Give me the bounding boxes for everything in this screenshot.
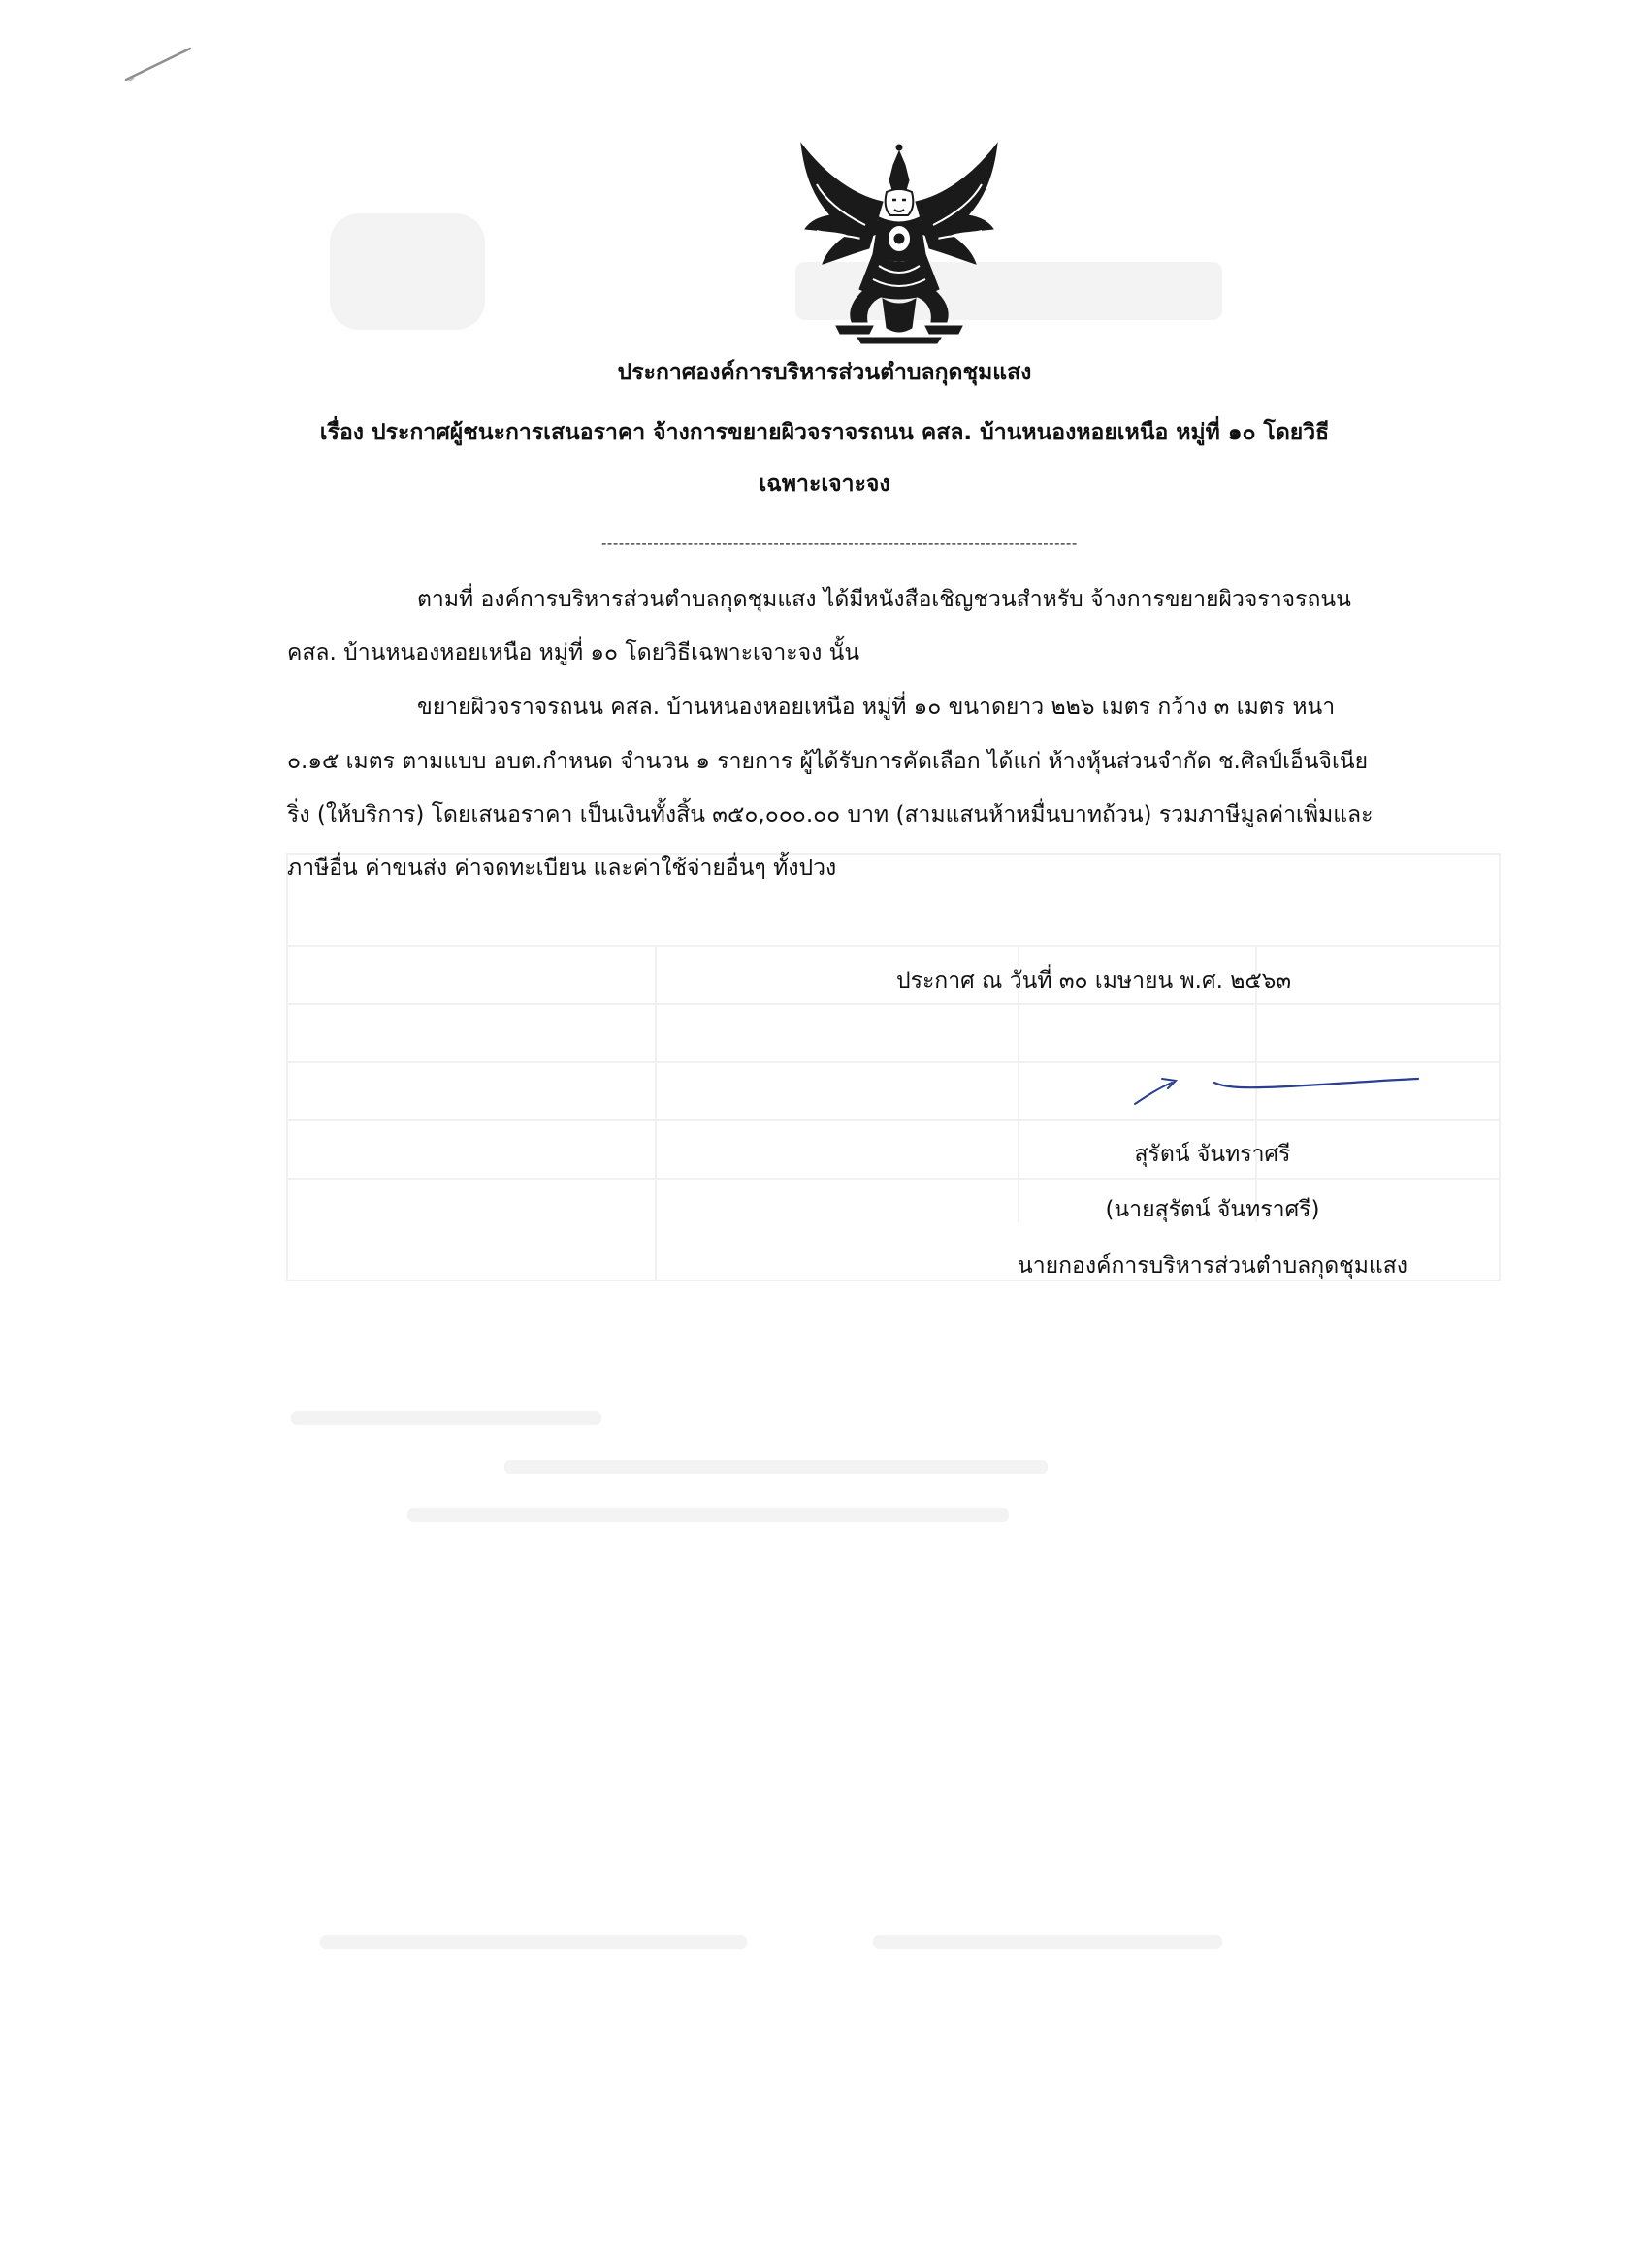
document-title: ประกาศองค์การบริหารส่วนตำบลกุดชุมแสง (617, 360, 1032, 385)
paragraph-line: คสล. บ้านหนองหอยเหนือ หมู่ที่ ๑๐ โดยวิธีเฉพาะเจาะจง นั้น (287, 640, 860, 665)
paragraph-line: ตามที่ องค์การบริหารส่วนตำบลกุดชุมแสง ได้มีหนังสือเชิญชวนสำหรับ จ้างการขยายผิวจราจรถนน (417, 587, 1351, 612)
signer-position: นายกองค์การบริหารส่วนตำบลกุดชุมแสง (1018, 1253, 1407, 1279)
paragraph-line: ขยายผิวจราจรถนน คสล. บ้านหนองหอยเหนือ หมู่ที่ ๑๐ ขนาดยาว ๒๒๖ เมตร กว้าง ๓ เมตร หนา (417, 695, 1336, 720)
dashed-separator: ----------------------------------------------------------------------------------- (601, 535, 1078, 552)
signer-full-name: (นายสุรัตน์ จันทราศรี) (1105, 1197, 1320, 1222)
announcement-date: ประกาศ ณ วันที่ ๓๐ เมษายน พ.ศ. ๒๕๖๓ (896, 968, 1292, 993)
garuda-emblem-icon (797, 138, 1001, 347)
pen-stroke-mark (122, 43, 196, 91)
paragraph-line: ริ่ง (ให้บริการ) โดยเสนอราคา เป็นเงินทั้งสิ้น ๓๕๐,๐๐๐.๐๐ บาท (สามแสนห้าหมื่นบาทถ้วน) รวมภาษีมูลค่าเพิ่มและ (287, 802, 1374, 827)
document-subject-line: เฉพาะเจาะจง (759, 471, 890, 497)
document-subject-line: เรื่อง ประกาศผู้ชนะการเสนอราคา จ้างการขยายผิวจราจรถนน คสล. บ้านหนองหอยเหนือ หมู่ที่ ๑๐ โดยวิธี (319, 420, 1330, 445)
handwritten-signature (1133, 1067, 1420, 1116)
signer-name: สุรัตน์ จันทราศรี (1134, 1142, 1291, 1167)
paragraph-line: ๐.๑๕ เมตร ตามแบบ อบต.กำหนด จำนวน ๑ รายการ ผู้ได้รับการคัดเลือก ได้แก่ ห้างหุ้นส่วนจำกัด ช.ศิลป์เอ็นจิเนีย (287, 749, 1369, 774)
paragraph-line: ภาษีอื่น ค่าขนส่ง ค่าจดทะเบียน และค่าใช้จ่ายอื่นๆ ทั้งปวง (287, 856, 837, 881)
